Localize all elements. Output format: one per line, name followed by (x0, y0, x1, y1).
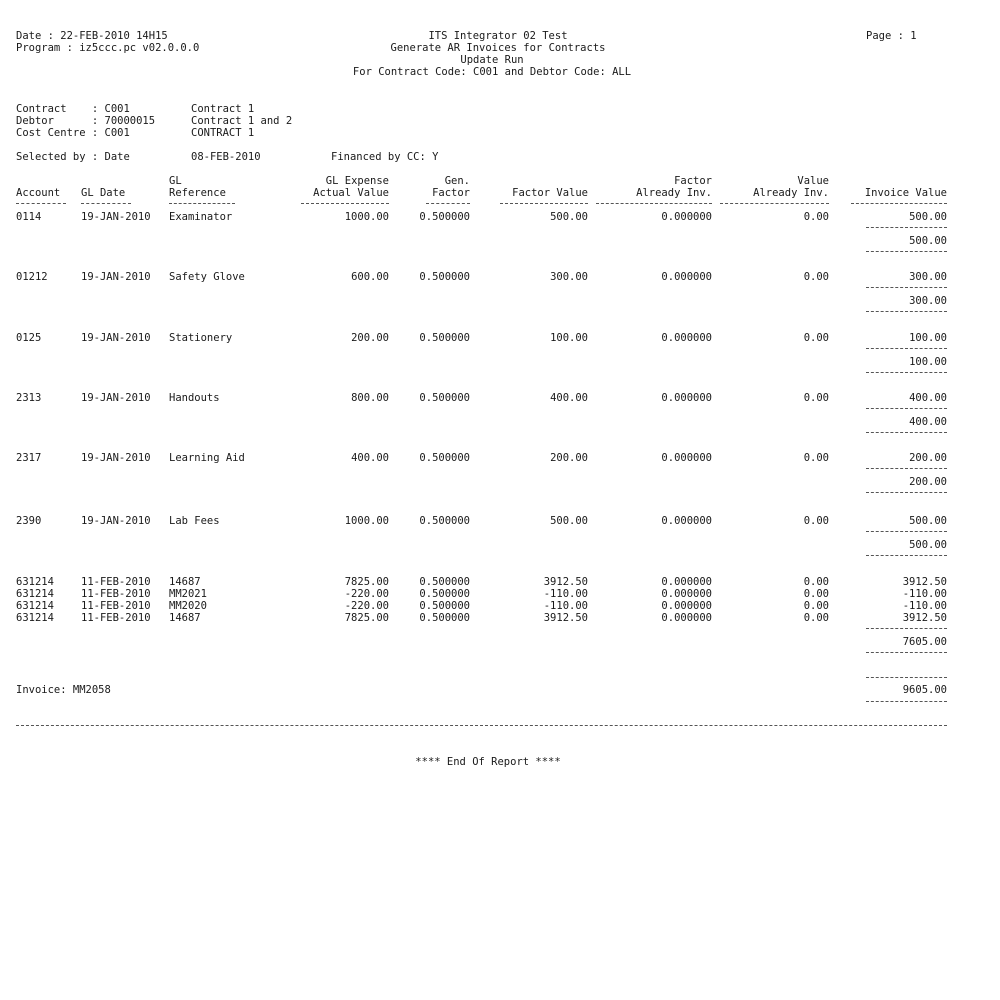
header-rule (596, 203, 712, 204)
cell-actual-value: 7825.00 (344, 576, 389, 588)
invoice-total: 9605.00 (902, 684, 947, 696)
cell-factor-value: 200.00 (550, 452, 588, 464)
cell-value-already-inv: 0.00 (803, 588, 829, 600)
cost-centre-label: Cost Centre : C001 (16, 127, 130, 139)
end-of-report: **** End Of Report **** (415, 756, 561, 768)
cell-reference: 14687 (169, 612, 201, 624)
group-subtotal: 400.00 (909, 416, 947, 428)
col-gl-exp-bottom: Actual Value (313, 187, 389, 199)
col-invoice-value: Invoice Value (864, 187, 947, 199)
cell-gen-factor: 0.500000 (419, 612, 470, 624)
cell-factor-already-inv: 0.000000 (661, 452, 712, 464)
header-rule (301, 203, 389, 204)
cell-gen-factor: 0.500000 (419, 332, 470, 344)
subtotal-rule (866, 555, 947, 556)
subtotal-rule (866, 227, 947, 228)
subtotal-rule (866, 652, 947, 653)
cell-invoice-value: 3912.50 (902, 612, 947, 624)
col-gen-bottom: Factor (432, 187, 470, 199)
cell-invoice-value: 100.00 (909, 332, 947, 344)
subtotal-rule (866, 348, 947, 349)
col-gl-ref-top: GL (169, 175, 182, 187)
cell-gen-factor: 0.500000 (419, 392, 470, 404)
cell-reference: MM2021 (169, 588, 207, 600)
selected-by: Selected by : Date (16, 151, 130, 163)
subtotal-rule (866, 408, 947, 409)
cell-invoice-value: -110.00 (902, 588, 947, 600)
cell-account: 631214 (16, 612, 54, 624)
cell-gl-date: 11-FEB-2010 (81, 576, 151, 588)
header-rule (720, 203, 829, 204)
cell-account: 631214 (16, 600, 54, 612)
group-subtotal: 7605.00 (902, 636, 947, 648)
cell-reference: Handouts (169, 392, 220, 404)
cell-factor-value: 3912.50 (543, 576, 588, 588)
cell-factor-value: 400.00 (550, 392, 588, 404)
cell-account: 2317 (16, 452, 42, 464)
col-gl-date: GL Date (81, 187, 126, 199)
cell-value-already-inv: 0.00 (803, 600, 829, 612)
cell-reference: Examinator (169, 211, 233, 223)
cell-actual-value: -220.00 (344, 600, 389, 612)
subtotal-rule (866, 432, 947, 433)
subtotal-rule (866, 311, 947, 312)
cell-factor-value: -110.00 (543, 588, 588, 600)
cell-value-already-inv: 0.00 (803, 332, 829, 344)
subtotal-rule (866, 372, 947, 373)
cell-actual-value: 7825.00 (344, 612, 389, 624)
report-program: Program : iz5ccc.pc v02.0.0.0 (16, 42, 200, 54)
cell-reference: Stationery (169, 332, 233, 344)
cell-actual-value: 800.00 (351, 392, 389, 404)
cell-actual-value: 200.00 (351, 332, 389, 344)
total-rule-top (866, 677, 947, 678)
header-rule (500, 203, 588, 204)
cell-invoice-value: -110.00 (902, 600, 947, 612)
cell-factor-value: 500.00 (550, 515, 588, 527)
cell-value-already-inv: 0.00 (803, 612, 829, 624)
cell-invoice-value: 200.00 (909, 452, 947, 464)
debtor-label: Debtor : 70000015 (16, 115, 156, 127)
group-subtotal: 300.00 (909, 295, 947, 307)
report-date: Date : 22-FEB-2010 14H15 (16, 30, 168, 42)
cell-factor-value: 100.00 (550, 332, 588, 344)
cell-reference: Learning Aid (169, 452, 245, 464)
cell-gl-date: 19-JAN-2010 (81, 211, 151, 223)
cell-factor-value: 3912.50 (543, 612, 588, 624)
cell-gen-factor: 0.500000 (419, 600, 470, 612)
cell-account: 0125 (16, 332, 42, 344)
group-subtotal: 100.00 (909, 356, 947, 368)
cell-invoice-value: 500.00 (909, 515, 947, 527)
cell-factor-already-inv: 0.000000 (661, 600, 712, 612)
col-factor-inv-bottom: Already Inv. (636, 187, 712, 199)
cell-factor-value: 500.00 (550, 211, 588, 223)
cell-factor-already-inv: 0.000000 (661, 515, 712, 527)
cell-account: 01212 (16, 271, 48, 283)
cell-actual-value: 600.00 (351, 271, 389, 283)
cell-factor-already-inv: 0.000000 (661, 392, 712, 404)
cell-actual-value: 1000.00 (344, 211, 389, 223)
col-value-inv-bottom: Already Inv. (753, 187, 829, 199)
cell-gl-date: 11-FEB-2010 (81, 612, 151, 624)
cell-actual-value: 400.00 (351, 452, 389, 464)
header-rule (16, 203, 66, 204)
cell-invoice-value: 500.00 (909, 211, 947, 223)
page-number: Page : 1 (866, 30, 917, 42)
subtotal-rule (866, 287, 947, 288)
subtotal-rule (866, 251, 947, 252)
cell-account: 2390 (16, 515, 42, 527)
cell-value-already-inv: 0.00 (803, 211, 829, 223)
total-rule-bottom (866, 701, 947, 702)
header-rule (169, 203, 235, 204)
selected-date: 08-FEB-2010 (191, 151, 261, 163)
col-account: Account (16, 187, 61, 199)
subtotal-rule (866, 468, 947, 469)
contract-label: Contract : C001 (16, 103, 130, 115)
cell-account: 631214 (16, 588, 54, 600)
contract-desc: Contract 1 (191, 103, 255, 115)
group-subtotal: 500.00 (909, 539, 947, 551)
invoice-label: Invoice: MM2058 (16, 684, 111, 696)
report-criteria: For Contract Code: C001 and Debtor Code: ALL (352, 66, 632, 78)
cell-reference: 14687 (169, 576, 201, 588)
cell-factor-already-inv: 0.000000 (661, 211, 712, 223)
cell-factor-already-inv: 0.000000 (661, 612, 712, 624)
cell-factor-value: 300.00 (550, 271, 588, 283)
cell-reference: Lab Fees (169, 515, 220, 527)
cell-value-already-inv: 0.00 (803, 515, 829, 527)
cell-gen-factor: 0.500000 (419, 452, 470, 464)
col-factor-inv-top: Factor (674, 175, 712, 187)
cell-gen-factor: 0.500000 (419, 515, 470, 527)
header-rule (851, 203, 947, 204)
cell-value-already-inv: 0.00 (803, 271, 829, 283)
subtotal-rule (866, 492, 947, 493)
cell-factor-value: -110.00 (543, 600, 588, 612)
cell-gen-factor: 0.500000 (419, 211, 470, 223)
cell-gen-factor: 0.500000 (419, 588, 470, 600)
cell-factor-already-inv: 0.000000 (661, 271, 712, 283)
cell-account: 2313 (16, 392, 42, 404)
report-run-type: Update Run (460, 54, 524, 66)
cost-centre-desc: CONTRACT 1 (191, 127, 255, 139)
cell-gen-factor: 0.500000 (419, 271, 470, 283)
cell-gl-date: 19-JAN-2010 (81, 515, 151, 527)
cell-value-already-inv: 0.00 (803, 452, 829, 464)
subtotal-rule (866, 628, 947, 629)
cell-gl-date: 19-JAN-2010 (81, 452, 151, 464)
cell-gl-date: 19-JAN-2010 (81, 332, 151, 344)
cell-value-already-inv: 0.00 (803, 576, 829, 588)
cell-gen-factor: 0.500000 (419, 576, 470, 588)
cell-factor-already-inv: 0.000000 (661, 576, 712, 588)
header-rule (426, 203, 470, 204)
cell-gl-date: 19-JAN-2010 (81, 392, 151, 404)
financed-by: Financed by CC: Y (331, 151, 439, 163)
cell-invoice-value: 400.00 (909, 392, 947, 404)
report-system: ITS Integrator 02 Test (428, 30, 568, 42)
col-gl-exp-top: GL Expense (325, 175, 389, 187)
cell-factor-already-inv: 0.000000 (661, 332, 712, 344)
cell-account: 0114 (16, 211, 42, 223)
col-factor-value: Factor Value (512, 187, 588, 199)
report-separator (16, 725, 947, 726)
group-subtotal: 500.00 (909, 235, 947, 247)
cell-gl-date: 11-FEB-2010 (81, 588, 151, 600)
cell-factor-already-inv: 0.000000 (661, 588, 712, 600)
cell-account: 631214 (16, 576, 54, 588)
cell-gl-date: 19-JAN-2010 (81, 271, 151, 283)
debtor-desc: Contract 1 and 2 (191, 115, 293, 127)
cell-actual-value: -220.00 (344, 588, 389, 600)
cell-reference: Safety Glove (169, 271, 245, 283)
cell-invoice-value: 300.00 (909, 271, 947, 283)
col-gen-top: Gen. (444, 175, 470, 187)
group-subtotal: 200.00 (909, 476, 947, 488)
header-rule (81, 203, 131, 204)
report-title: Generate AR Invoices for Contracts (390, 42, 606, 54)
cell-gl-date: 11-FEB-2010 (81, 600, 151, 612)
cell-actual-value: 1000.00 (344, 515, 389, 527)
cell-value-already-inv: 0.00 (803, 392, 829, 404)
subtotal-rule (866, 531, 947, 532)
col-value-inv-top: Value (797, 175, 829, 187)
col-gl-ref-bottom: Reference (169, 187, 226, 199)
cell-reference: MM2020 (169, 600, 207, 612)
cell-invoice-value: 3912.50 (902, 576, 947, 588)
